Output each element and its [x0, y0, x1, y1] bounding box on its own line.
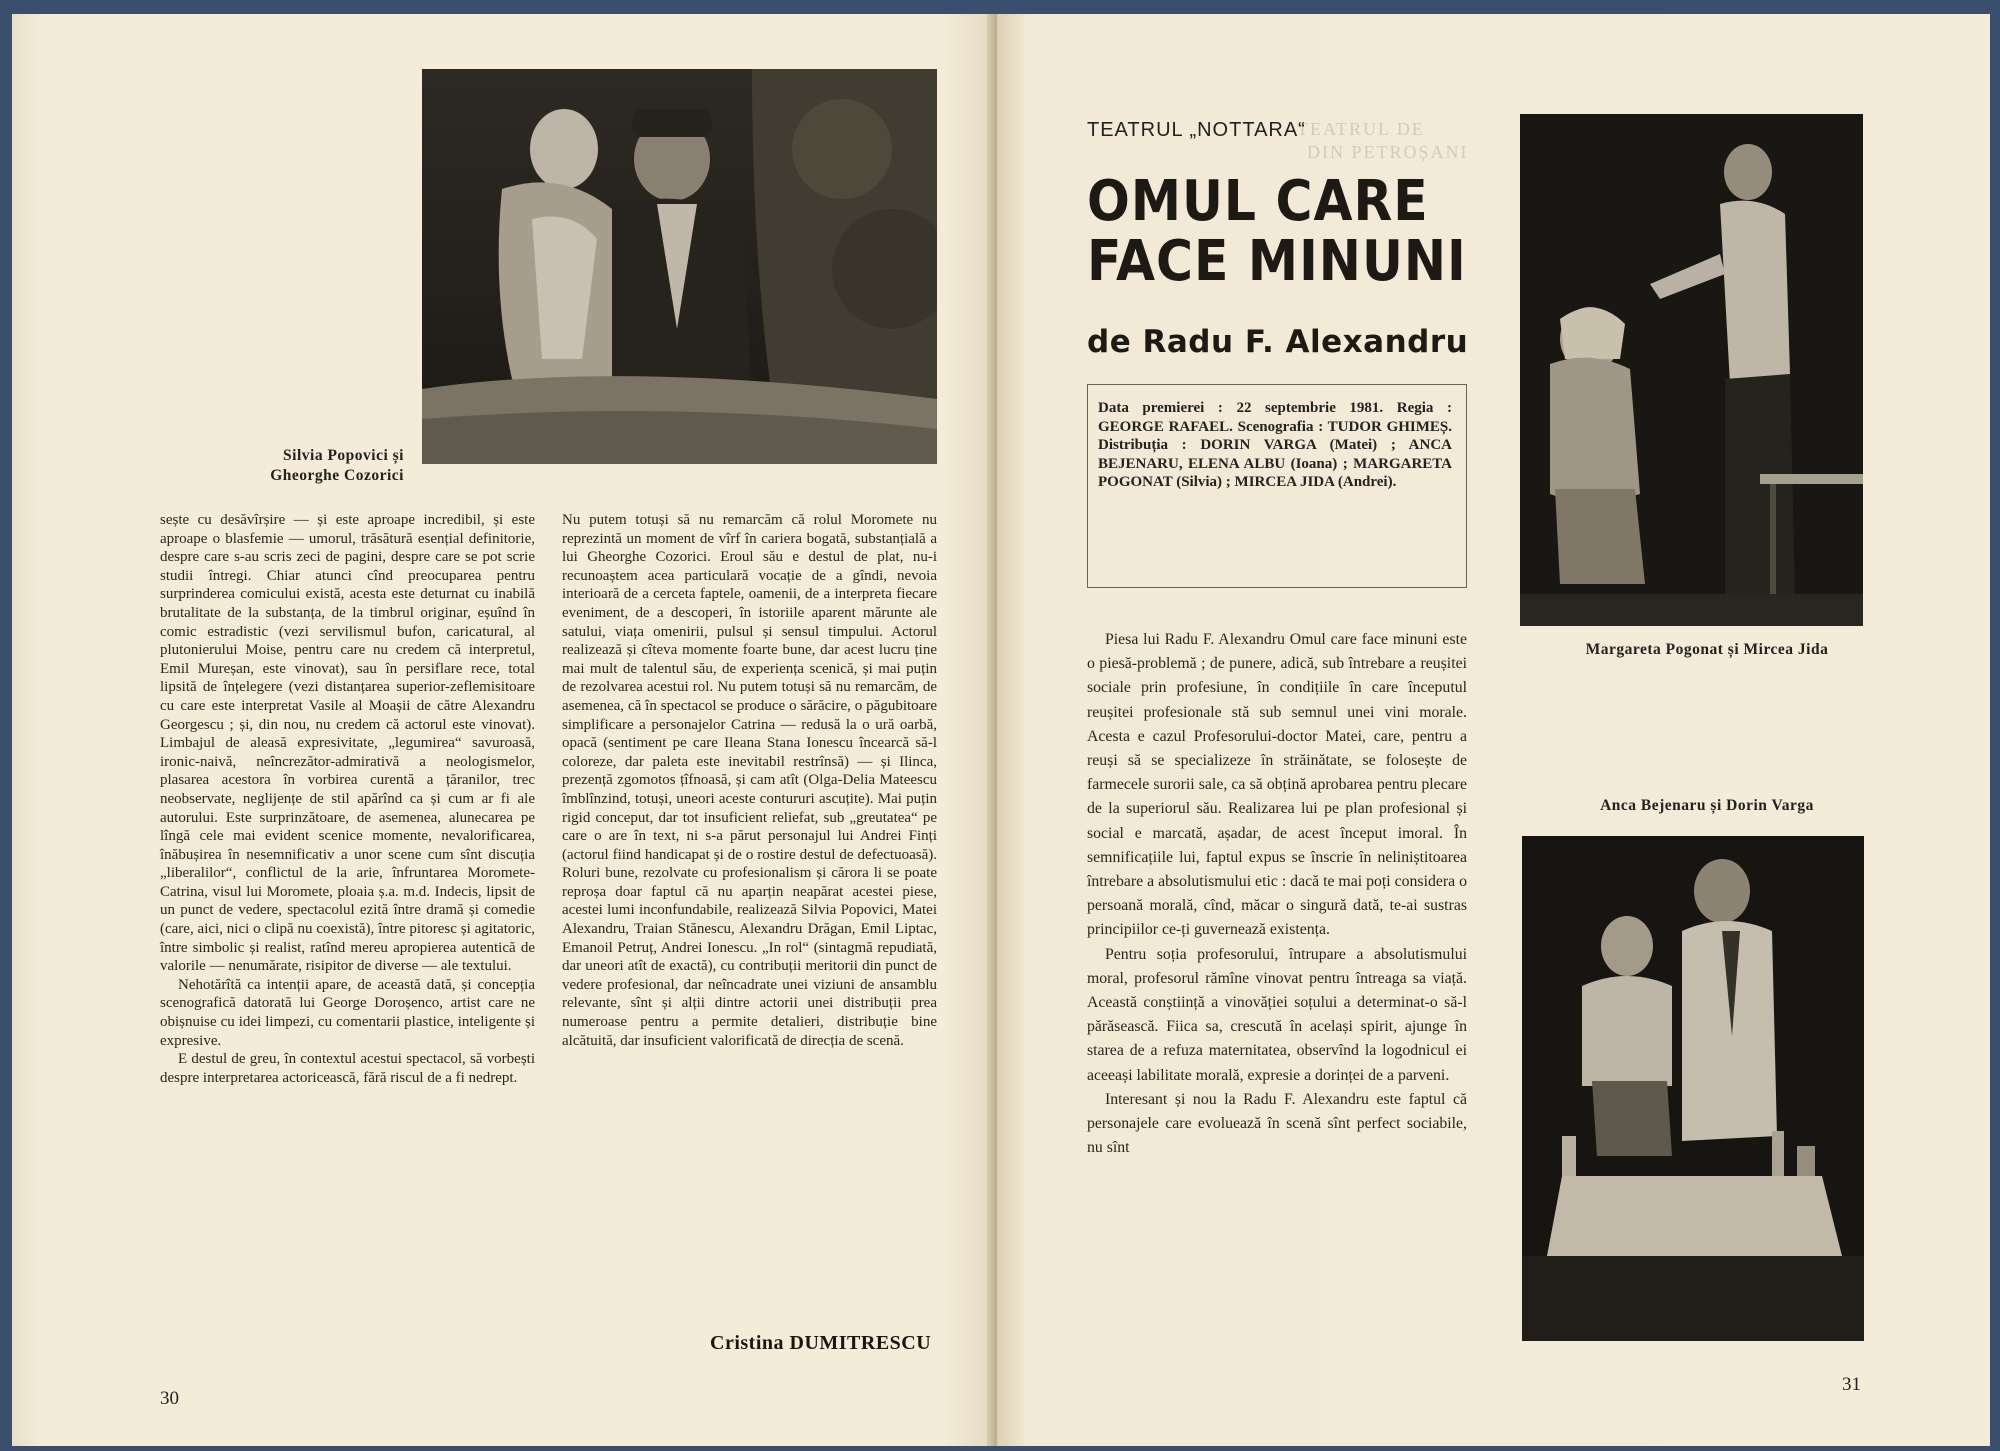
paragraph: E destul de greu, în contextul acestui spectacol, să vorbești despre interpretarea actoricească, fără riscul de a fi nedrept. [160, 1051, 535, 1086]
page-number-left: 30 [160, 1388, 179, 1409]
credits-box [1087, 384, 1467, 588]
play-title [1087, 169, 1467, 294]
title-line-2: FACE MINUNI [1087, 229, 1467, 294]
stage-photo-popovici-cozorici [422, 69, 937, 464]
author-signature: Cristina DUMITRESCU [710, 1332, 932, 1354]
left-page [12, 14, 997, 1446]
paragraph: Piesa lui Radu F. Alexandru Omul care face minuni este o piesă-problemă ; de punere, adică, sub întrebare a reușitei sociale prin profesiune, în condițiile în care începutul reușitei profesionale stă sub semnul unei vini morale. Acesta e cazul Profesorului-doctor Matei, care, pentru a reuși să se specializeze în străinătate, se folosește de farmecele surorii sale, ca să obțină aprobarea pentru plecare de la superiorul său. Realizarea lui pe plan profesional și social e marcată, așadar, de acest început imoral. În semnificațiile lui, faptul expus se înscrie în neliniștitoarea întrebare a absolutismului etic : dacă te mai poți considera o persoană morală, cînd, măcar o singură dată, te-ai sustras principiilor ce-ți guvernează existența. [1087, 631, 1467, 939]
stage-photo-bejenaru-varga [1522, 836, 1864, 1341]
theater-name: TEATRUL „NOTTARA“ [1087, 119, 1306, 141]
title-line-1: OMUL CARE [1087, 169, 1429, 234]
photo-caption-bottom: Anca Bejenaru și Dorin Varga [1600, 797, 1814, 814]
paragraph: Nehotărîtă ca intenții apare, de această dată, și concepția scenografică datorată lui George Doroșenco, artist care ne obișnuise cu idei limpezi, cu comentarii plastice, inteligente și expresive. [160, 976, 535, 1049]
right-body-column [1087, 628, 1467, 1160]
stage-photo-pogonat-jida [1520, 114, 1863, 626]
photo-caption-left [234, 446, 404, 486]
paragraph: Pentru soția profesorului, întrupare a absolutismului moral, profesorul rămîne vinovat pentru întreaga sa viață. Această conștiință a vinovăției soțului a determinat-o să-l părăsească. Fiica sa, crescută în același spirit, ajunge în starea de a refuza maternitatea, observînd la logodnicul ei aceeași labilitate morală, expresie a dorinței de a parveni. [1087, 945, 1467, 1084]
magazine-spread [12, 14, 1990, 1446]
page-number-right: 31 [1842, 1374, 1861, 1395]
paragraph: sește cu desăvîrșire — și este aproape incredibil, și este aproape o blasfemie — umorul, trăsătură esențial definitorie, despre care s-au scris zeci de pagini, despre care se pot scrie studii întregi. Chiar atunci cînd preocuparea pentru surprinderea comicului există, acesta este deturnat cu inabilă brutalitate de la substanța, de la timbrul originar, eșuînd în comic estradistic (vezi servilismul bufon, caricatural, al plutonierului Moise, pentru care nu credem că interpretul, Emil Mureșan, este vinovat), sau în persiflare rece, total lipsită de înțelegere (vezi distanțarea superior-zeflemisitoare cu care este interpretat Vasile al Moașii de către Alexandru Georgescu ; și, din nou, nu credem că actorul este vinovat). Limbajul de aleasă expresivitate, „legumirea“ savuroasă, ironic-naivă, neîncrezător-admirativă a neologismelor, plasarea acestora în vorbirea curentă a țăranilor, trec neobservate, neglijențe de stil apărînd ca și cum ar fi ale autorului. Este surprinzătoare, de asemenea, alunecarea pe lîngă cele mai evident scenice momente, nevalorificarea, înăbușirea în nesemnificativ a unor scene cum sînt discuția „liberalilor“, conflictul de la arie, înfruntarea Moromete-Catrina, visul lui Moromete, ploaia ș.a. m.d. Indecis, lipsit de un punct de vedere, spectacolul ezită între dramă și comedie (care, aici, nici o clipă nu coexistă), între pitoresc și agitatoric, între simbolic și realist, ratînd mereu apropierea autentică de valorile — nenumărate, risipitor de diverse — ale textului. [160, 512, 535, 975]
left-column-2 [562, 511, 937, 1050]
caption-line-2: Gheorghe Cozorici [270, 467, 404, 484]
caption-line-1: Silvia Popovici și [283, 447, 404, 464]
left-column-1 [160, 511, 535, 1087]
play-author: de Radu F. Alexandru [1087, 324, 1469, 360]
paragraph: Nu putem totuși să nu remarcăm că rolul Moromete nu reprezintă un moment de vîrf în cariera bogată, substanțială a lui Gheorghe Cozorici. Eroul său e destul de plat, nu-i recunoaștem acea particulară vocație de a gîndi, nevoia interioară de a cerceta faptele, oamenii, de a interpreta fiecare eveniment, de a descoperi, în istoriile aparent mărunte ale satului, viața omenirii, pulsul și sensul timpului. Actorul realizează și cîteva momente foarte bune, dar acest lucru ține mai mult de talentul său, de experiența scenică, și mai puțin de rezolvarea acestui rol. Nu putem totuși să nu remarcăm, de asemenea, că în spectacol se produce o sărăcire, o păgubitoare simplificare a personajelor Catrina — redusă la o ură oarbă, opacă (sentiment pe care Ileana Stana Ionescu încearcă să-l coloreze, dar paleta este inevitabil restrînsă) — și Ilinca, prezență zgomotos țîfnoasă, și cam atît (Olga-Delia Mateescu îmblînzind, totuși, uneori aceste contururi ascuțite). Mai puțin rigid conceput, dar tot insuficient reliefat, sub „greutatea“ pe care o are în text, ni s-a părut personajul lui Andrei Finți (actorul fiind handicapat și de o rostire destul de defectuoasă). Roluri bune, rezolvate cu profesionalism și cărora li se poate reproșa doar faptul că nu aparțin neapărat acestei piese, acestei lumi inconfundabile, realizează Silvia Popovici, Matei Alexandru, Traian Stănescu, Alexandru Drăgan, Emil Liptac, Emanoil Petruț, Andrei Ionescu. „In rol“ (sintagmă repudiată, dar uneori atît de exactă), cu contribuții meritorii din punct de vedere profesional, dar neîncadrate unei viziuni de ansamblu relevante, sînt și alții dintre actorii unei distribuții prea numeroase pentru a permite detalieri, distribuție bine alcătuită, dar insuficient valorificată de direcția de scenă. [562, 512, 937, 1049]
photo-caption-top: Margareta Pogonat și Mircea Jida [1585, 641, 1829, 658]
right-page: TEATRUL DE DIN PETROȘANI TEATRUL „NOTTARA“ OMUL CARE FACE MINUNI de Radu F. Alexandru Data premierei : 22 septembrie 1981. Regia : GEORGE RAFAEL. Scenografia : TUDOR GHIMEȘ. Distribuția : DORIN VARGA (Matei) ; ANCA BEJENARU, ELENA ALBU (Ioana) ; MARGARETA POGONAT (Silvia) ; MIRCEA JIDA (Andrei). Margareta Pogonat și Mircea Jida Anca Bejenaru și Dorin Varga Piesa lui Radu F. Alexandru Omul care face minuni este o piesă-problemă ; de punere, adică, sub întrebare a reușitei sociale prin profesiune, în condițiile în care începutul reușitei profesionale stă sub semnul unei vini morale. Acesta e cazul Profesorului-doctor Matei, care, pentru a reuși să se specializeze în străinătate, se folosește de farmecele surorii sale, ca să obțină aprobarea pentru plecare de la superiorul său. Realizarea lui pe plan profesional și social e marcată, așadar, de acest început imoral. În semnificațiile lui, faptul expus se înscrie în neliniștitoarea întrebare a absolutismului etic : dacă te mai poți considera o persoană morală, cînd, măcar o singură dată, te-ai sustras principiilor ce-ți guvernează existența. Pentru soția profesorului, întrupare a absolutismului moral, profesorul rămîne vinovat pentru întreaga sa viață. Această conștiință a vinovăției soțului a determinat-o să-l părăsească. Fiica sa, crescută în același spirit, ajunge în starea de a refuza maternitatea, observînd la logodnicul ei aceeași labilitate morală, expresie a dorinței de a parveni. Interesant și nou la Radu F. Alexandru este faptul că personajele care evoluează în scenă sînt perfect sociabile, nu sînt 31 [997, 14, 1990, 1446]
paragraph: Interesant și nou la Radu F. Alexandru este faptul că personajele care evoluează în scenă sînt perfect sociabile, nu sînt [1087, 1090, 1467, 1157]
credits-text: Data premierei : 22 septembrie 1981. Regia : GEORGE RAFAEL. Scenografia : TUDOR GHIMEȘ. Distribuția : DORIN VARGA (Matei) ; ANCA BEJENARU, ELENA ALBU (Ioana) ; MARGARETA POGONAT (Silvia) ; MIRCEA JIDA (Andrei). [1098, 400, 1452, 490]
